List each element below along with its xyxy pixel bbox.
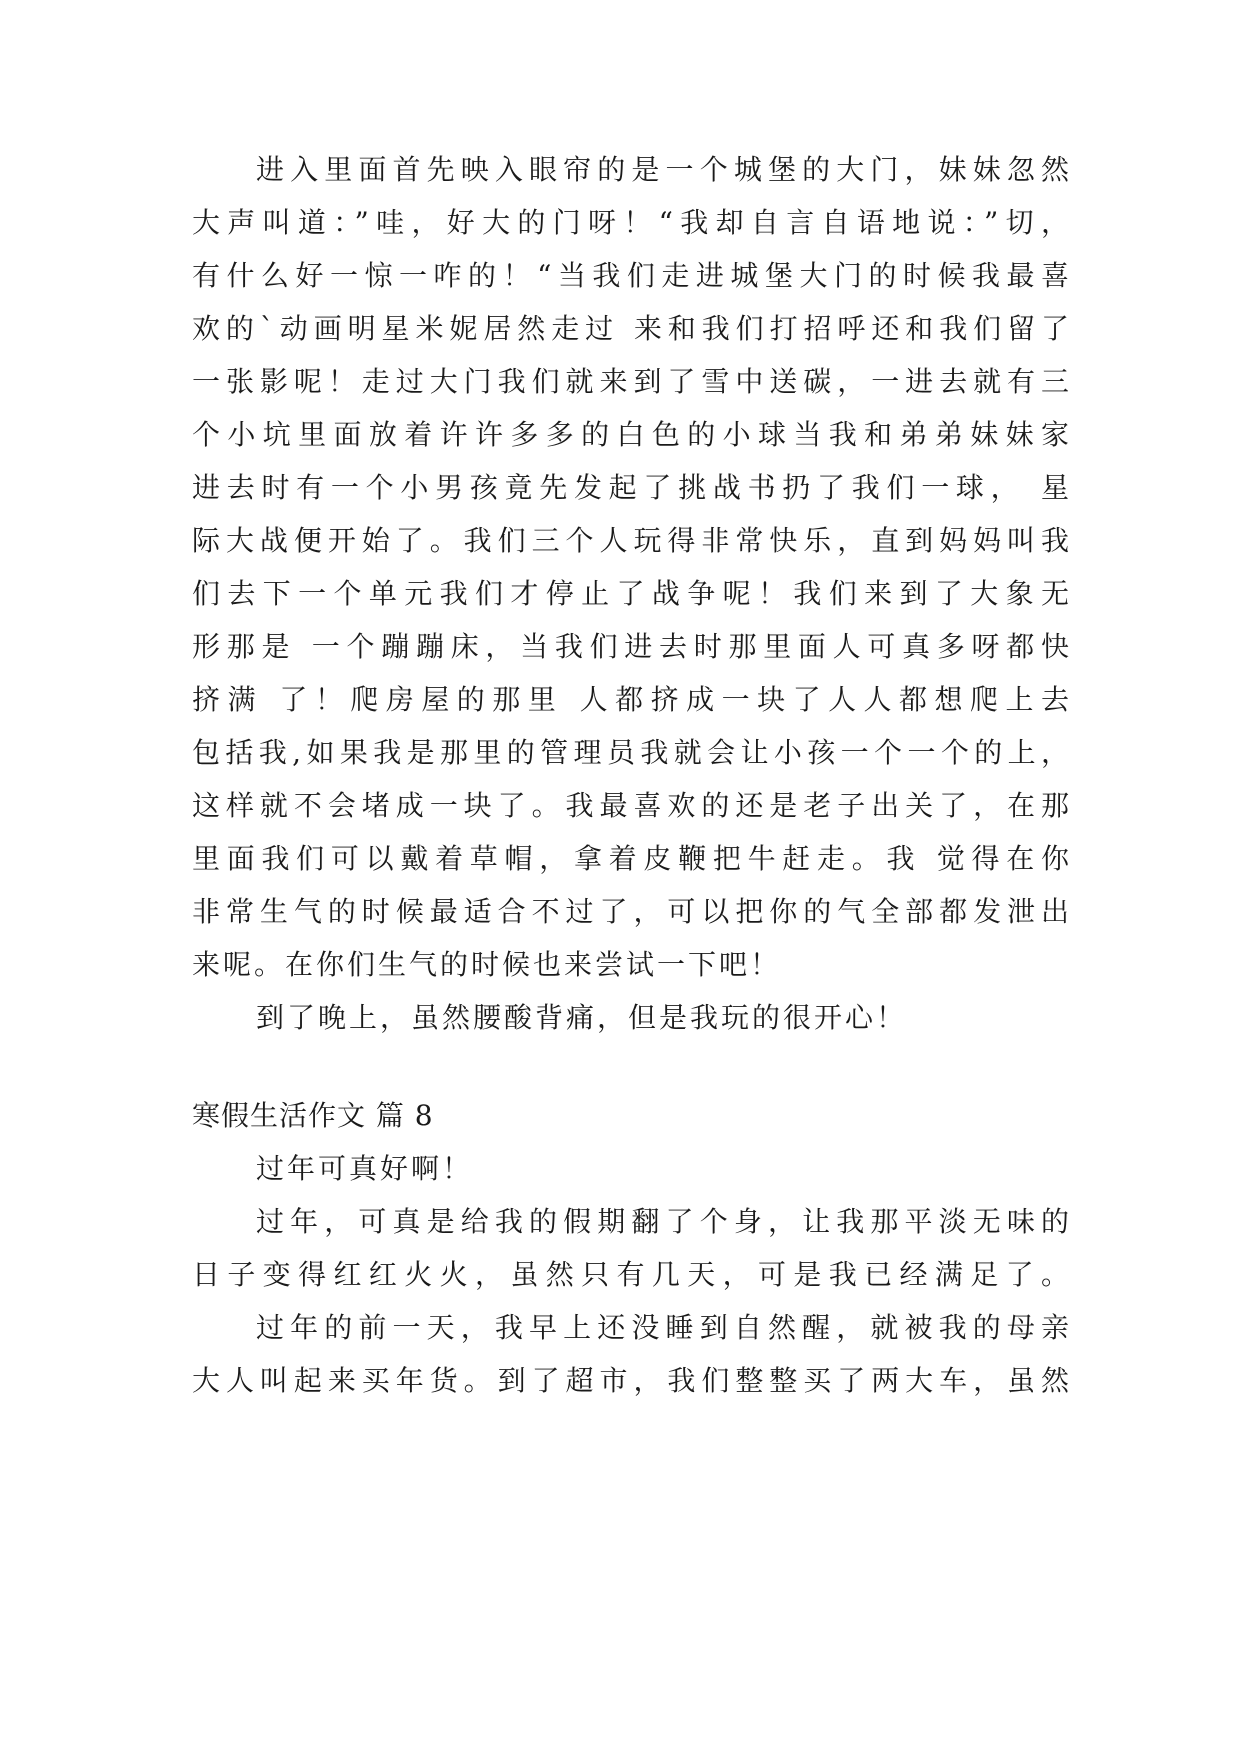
section-heading: 寒假生活作文 篇 8 (192, 1099, 434, 1132)
paragraph1-line: 有什么好一惊一咋的！“当我们走进城堡大门的时候我最喜 (192, 259, 1072, 292)
essay-subtitle: 过年可真好啊！ (256, 1152, 474, 1185)
paragraph1-line: 包括我,如果我是那里的管理员我就会让小孩一个一个的上， (192, 736, 1072, 769)
paragraph1-line: 大声叫道：”哇，好大的门呀！“我却自言自语地说：”切， (192, 206, 1072, 239)
paragraph1-line: 非常生气的时候最适合不过了，可以把你的气全部都发泄出 (192, 895, 1072, 928)
paragraph1-line: 挤满 了！爬房屋的那里 人都挤成一块了人人都想爬上去 (192, 683, 1072, 716)
paragraph1-line: 形那是 一个蹦蹦床，当我们进去时那里面人可真多呀都快 (192, 630, 1072, 663)
paragraph1-line: 里面我们可以戴着草帽，拿着皮鞭把牛赶走。我 觉得在你 (192, 842, 1072, 875)
paragraph1-line: 个小坑里面放着许许多多的白色的小球当我和弟弟妹妹家 (192, 418, 1072, 451)
paragraph1-line: 这样就不会堵成一块了。我最喜欢的还是老子出关了，在那 (192, 789, 1072, 822)
paragraph2-line: 到了晚上，虽然腰酸背痛，但是我玩的很开心！ (256, 1001, 908, 1034)
paragraph1-line: 际大战便开始了。我们三个人玩得非常快乐，直到妈妈叫我 (192, 524, 1072, 557)
paragraph1-line: 进入里面首先映入眼帘的是一个城堡的大门，妹妹忽然 (256, 153, 1072, 186)
paragraph3-line: 过年，可真是给我的假期翻了个身，让我那平淡无味的 (256, 1205, 1072, 1238)
paragraph3-line: 日子变得红红火火，虽然只有几天，可是我已经满足了。 (192, 1258, 1072, 1291)
paragraph4-line: 大人叫起来买年货。到了超市，我们整整买了两大车，虽然 (192, 1364, 1072, 1397)
paragraph1-line: 进去时有一个小男孩竟先发起了挑战书扔了我们一球， 星 (192, 471, 1072, 504)
paragraph1-line: 来呢。在你们生气的时候也来尝试一下吧！ (192, 948, 782, 981)
paragraph1-line: 一张影呢！走过大门我们就来到了雪中送碳，一进去就有三 (192, 365, 1072, 398)
paragraph1-line: 们去下一个单元我们才停止了战争呢！我们来到了大象无 (192, 577, 1072, 610)
paragraph4-line: 过年的前一天，我早上还没睡到自然醒，就被我的母亲 (256, 1311, 1072, 1344)
paragraph1-line: 欢的`动画明星米妮居然走过 来和我们打招呼还和我们留了 (192, 312, 1072, 345)
